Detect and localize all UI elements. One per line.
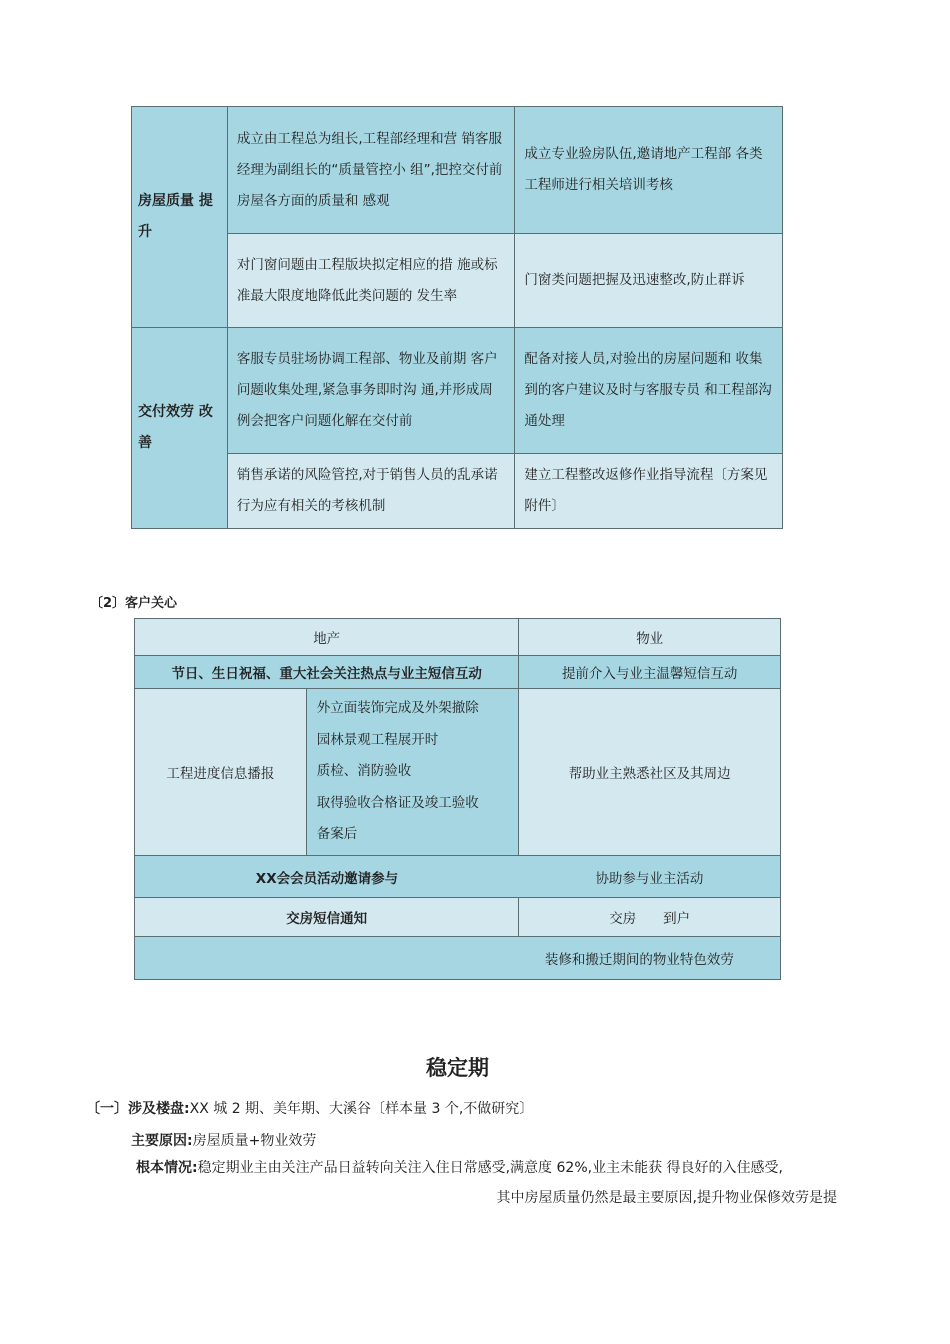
- item-1: [86, 1098, 533, 1118]
- action-cell: 配备对接人员,对验出的房屋问题和 收集到的客户建议及时与客服专员 和工程部沟通处理: [515, 328, 783, 454]
- basic-situation-label: 根本情况:: [136, 1160, 198, 1176]
- milestone-item: 园林景观工程展开时: [316, 731, 439, 748]
- milestones-cell: [306, 689, 519, 856]
- sms-cell: 交房短信通知: [135, 898, 519, 937]
- action-cell: 建立工程整改返修作业指导流程〔方案见附件〕: [515, 454, 783, 529]
- section-title: 稳定期: [426, 1056, 489, 1080]
- item-1-label: 〔一〕涉及楼盘:: [86, 1101, 190, 1117]
- club-mgmt-cell: 协助参与业主活动: [519, 856, 781, 898]
- main-reason-text: 房屋质量+物业效劳: [192, 1133, 317, 1149]
- row-label-delivery: 交付效劳 改善: [132, 328, 228, 529]
- header-cell-property-mgmt: 物业: [519, 619, 781, 656]
- item-1-text: XX 城 2 期、美年期、大溪谷〔样本量 3 个,不做研究〕: [189, 1101, 534, 1117]
- basic-situation-text: 稳定期业主由关注产品日益转向关注入住日常感受,满意度 62%,业主未能获 得良好的入住感受,: [197, 1160, 783, 1176]
- section-caption: 〔2〕客户关心: [90, 596, 178, 611]
- progress-mgmt-cell: 帮助业主熟悉社区及其周边: [519, 689, 781, 856]
- club-cell: XX会会员活动邀请参与: [135, 856, 519, 898]
- milestone-item: 取得验收合格证及竣工验收: [316, 794, 479, 811]
- decor-mgmt-cell: 装修和搬迁期间的物业特色效劳: [519, 937, 781, 980]
- measure-cell: 成立由工程总为组长,工程部经理和营 销客服经理为副组长的“质量管控小 组”,把控交付前房屋各方面的质量和 感观: [227, 107, 515, 234]
- milestone-item: 质检、消防验收: [316, 763, 412, 780]
- milestone-item: 外立面装饰完成及外架撤除: [316, 700, 479, 717]
- quality-delivery-table: [131, 106, 783, 529]
- customer-care-table: [134, 618, 781, 980]
- header-cell-property-dev: 地产: [135, 619, 519, 656]
- measure-cell: 对门窗问题由工程版块拟定相应的措 施或标准最大限度地降低此类问题的 发生率: [227, 234, 515, 328]
- measure-cell: 客服专员驻场协调工程部、物业及前期 客户问题收集处理,紧急事务即时沟 通,并形成周例会把客户问题化解在交付前: [227, 328, 515, 454]
- action-cell: 门窗类问题把握及迅速整改,防止群诉: [515, 234, 783, 328]
- main-reason: [131, 1130, 316, 1150]
- measure-cell: 销售承诺的风险管控,对于销售人员的乱承诺行为应有相关的考核机制: [227, 454, 515, 529]
- greetings-cell: 节日、生日祝福、重大社会关注热点与业主短信互动: [135, 656, 519, 689]
- sms-mgmt-cell: 交房 到户: [519, 898, 781, 937]
- basic-situation: [136, 1157, 841, 1177]
- row-label-quality: 房屋质量 提升: [132, 107, 228, 328]
- decor-empty-cell: [135, 937, 519, 980]
- basic-situation-line-2: 其中房屋质量仍然是最主要原因,提升物业保修效劳是提: [496, 1190, 837, 1206]
- action-cell: 成立专业验房队伍,邀请地产工程部 各类工程师进行相关培训考核: [515, 107, 783, 234]
- milestone-item: 备案后: [316, 826, 358, 843]
- greetings-mgmt-cell: 提前介入与业主温馨短信互动: [519, 656, 781, 689]
- progress-label-cell: 工程进度信息播报: [135, 689, 307, 856]
- main-reason-label: 主要原因:: [131, 1133, 193, 1149]
